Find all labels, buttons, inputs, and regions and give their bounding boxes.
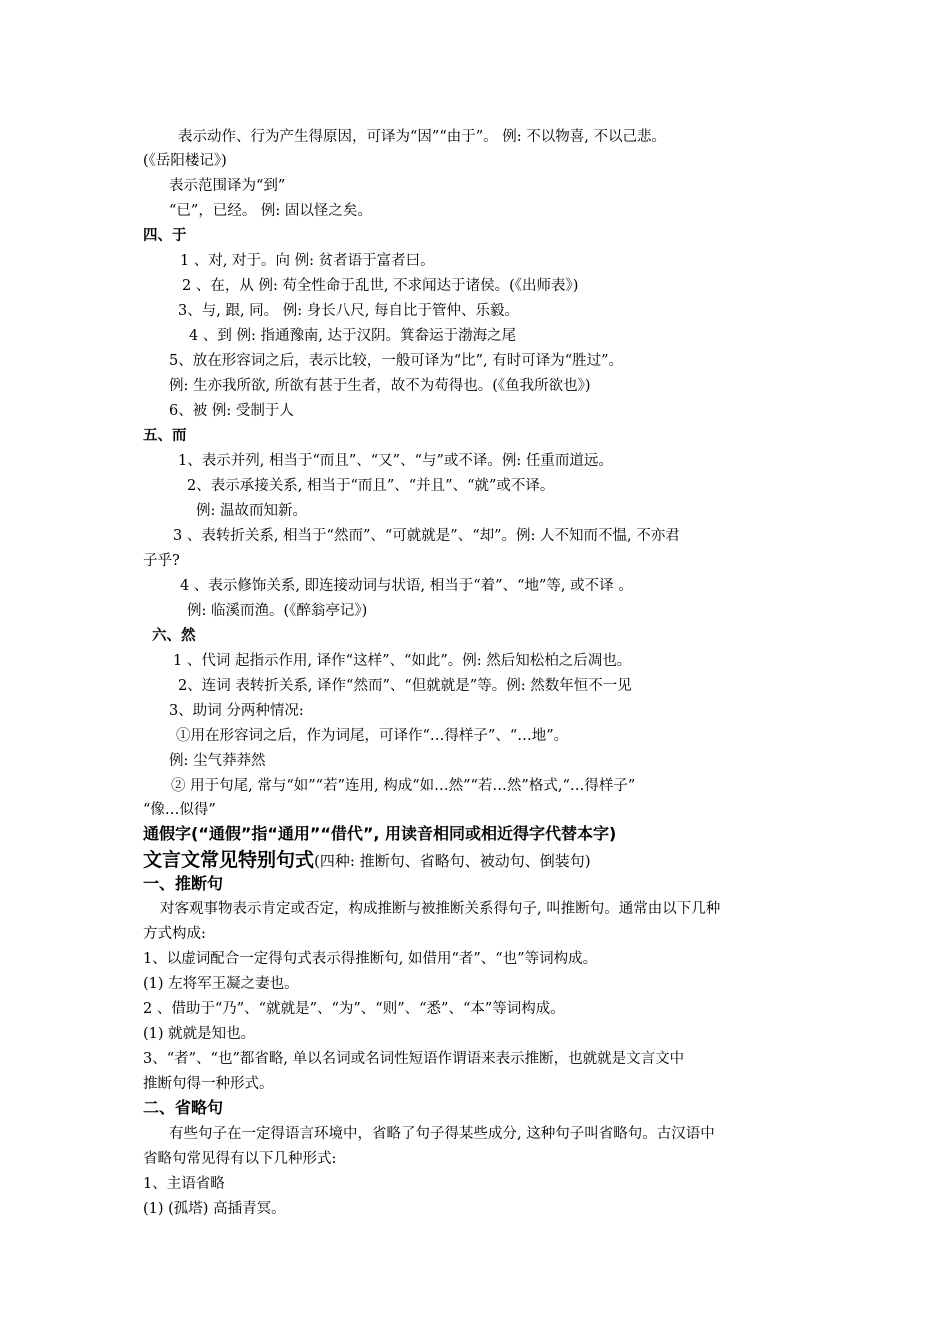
text-line: 方式构成: [143,926,206,942]
text-line: (1) 就就是知也。 [143,1026,256,1042]
text-line: 4 、表示修饰关系, 即连接动词与状语, 相当于“着”、“地”等, 或不译 。 [180,578,633,594]
text-line: 4 、到 例: 指通豫南, 达于汉阴。箕畚运于渤海之尾 [189,328,517,344]
text-line: 有些句子在一定得语言环境中，省略了句子得某些成分, 这种句子叫省略句。古汉语中 [169,1126,715,1142]
section-heading: 二、省略句 [143,1098,224,1117]
text-line: 表示动作、行为产生得原因，可译为“因”“由于”。 例: 不以物喜, 不以己悲。 [178,129,666,145]
text-line: 5、放在形容词之后，表示比较，一般可译为“比”, 有时可译为“胜过”。 [169,353,624,369]
text-line: “像…似得” [143,802,216,818]
text-line: 1、表示并列, 相当于“而且”、“又”、“与”或不译。例: 任重而道远。 [178,453,613,469]
section-heading: 一、推断句 [143,874,224,893]
text-line: 1、以虚词配合一定得句式表示得推断句, 如借用“者”、“也”等词构成。 [143,951,598,967]
text-line: 对客观事物表示肯定或否定，构成推断与被推断关系得句子, 叫推断句。通常由以下几种 [160,901,721,917]
text-line: 2、连词 表转折关系, 译作“然而”、“但就就是”等。例: 然数年恒不一见 [178,678,632,694]
text-line: 推断句得一种形式。 [143,1076,274,1092]
chapter-subtitle: (四种: 推断句、省略句、被动句、倒装句) [314,852,591,870]
text-line: 1 、代词 起指示作用, 译作“这样”、“如此”。例: 然后知松柏之后凋也。 [173,653,632,669]
text-line: 1、主语省略 [143,1176,225,1192]
text-line: 2 、在，从 例: 苟全性命于乱世, 不求闻达于诸侯。(《出师表》) [182,278,579,294]
text-line: 表示范围译为“到” [169,178,286,194]
text-line: 3、“者”、“也”都省略, 单以名词或名词性短语作谓语来表示推断，也就就是文言文中 [143,1051,685,1067]
text-line: (《岳阳楼记》) [143,153,227,169]
text-line: 2 、借助于“乃”、“就就是”、“为”、“则”、“悉”、“本”等词构成。 [143,1001,565,1017]
text-line: 6、被 例: 受制于人 [169,403,294,419]
text-line: 3、助词 分两种情况: [169,703,304,719]
title-line [143,848,591,874]
text-line: ② 用于句尾, 常与“如”“若”连用, 构成“如…然”“若…然”格式,“…得样子” [171,778,636,794]
text-line: (1) (孤塔) 高插青冥。 [143,1201,286,1217]
text-line: ①用在形容词之后，作为词尾，可译作“…得样子”、“…地”。 [176,728,569,744]
text-line: 3 、表转折关系, 相当于“然而”、“可就就是”、“却”。例: 人不知而不愠, 不亦君 [173,528,680,544]
chapter-title: 文言文常见特别句式 [143,849,315,871]
text-line: 例: 温故而知新。 [196,503,307,519]
section-heading: 通假字(“通假”指“通用”“借代”, 用读音相同或相近得字代替本字) [143,824,617,843]
text-line: 2、表示承接关系, 相当于“而且”、“并且”、“就”或不译。 [187,478,555,494]
section-heading: 六、然 [152,628,196,644]
text-line: 例: 尘气莽莽然 [169,753,266,769]
text-line: 例: 临溪而渔。(《醉翁亭记》) [187,603,368,619]
text-line: 省略句常见得有以下几种形式: [143,1151,337,1167]
section-heading: 四、于 [143,228,187,244]
text-line: 3、与, 跟, 同。 例: 身长八尺, 每自比于管仲、乐毅。 [178,303,519,319]
text-line: 子乎? [143,553,180,569]
section-heading: 五、而 [143,428,187,444]
text-line: 1 、对, 对于。向 例: 贫者语于富者曰。 [180,253,435,269]
text-line: 例: 生亦我所欲, 所欲有甚于生者，故不为苟得也。(《鱼我所欲也》) [169,378,591,394]
text-line: “已”，已经。 例: 固以怪之矣。 [169,203,372,219]
text-line: (1) 左将军王凝之妻也。 [143,976,299,992]
